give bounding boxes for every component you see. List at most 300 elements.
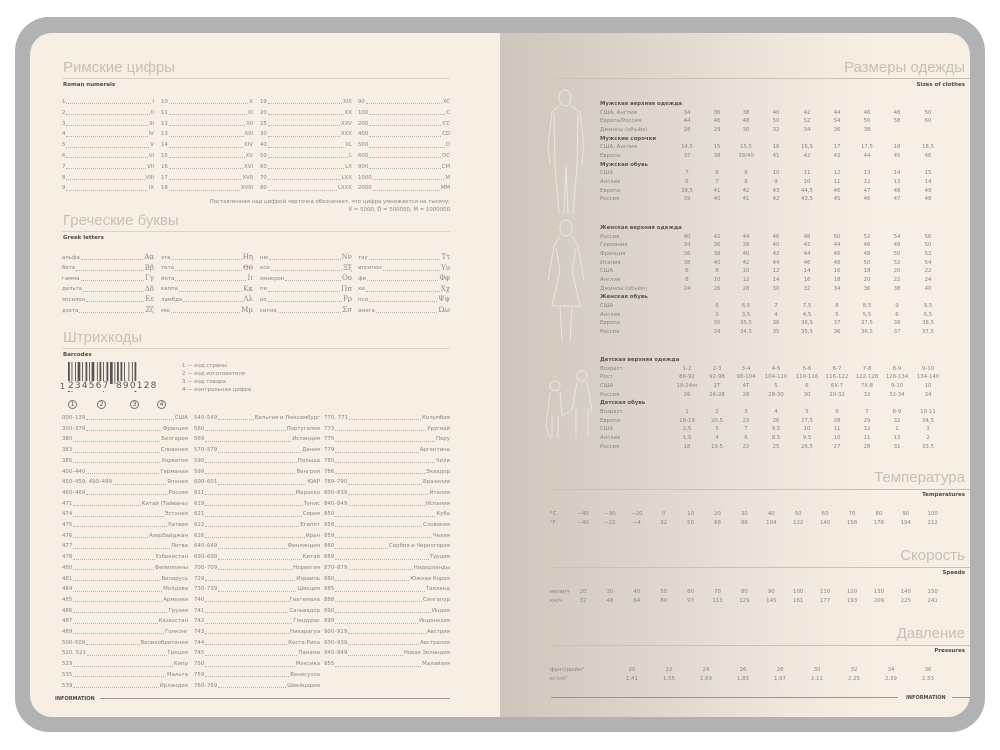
dot-leader [169, 136, 244, 137]
size-cell: 6X-7 [830, 382, 844, 389]
size-cell: 38 [683, 259, 691, 266]
row-label: 471 [62, 500, 73, 507]
size-cell: 38 [742, 109, 750, 116]
leader-row [260, 122, 352, 127]
pressure-cell: 1,69 [699, 675, 712, 682]
size-cell: 44 [863, 152, 871, 159]
leader-row [62, 437, 188, 442]
dot-leader [218, 569, 292, 570]
row-label: 487 [62, 618, 73, 625]
children-silhouette-icon [546, 371, 592, 438]
legend-item: 3 — код товара [182, 379, 226, 385]
size-cell: 56 [924, 233, 932, 240]
row-value: I [152, 99, 154, 105]
size-cell: 39/40 [738, 152, 754, 159]
size-label: Рост [600, 374, 613, 381]
size-cell: 41 [713, 187, 721, 194]
leader-row [260, 265, 352, 272]
size-cell: 40 [924, 285, 932, 292]
leader-row [358, 286, 450, 293]
row-value: Ωω [438, 306, 450, 314]
row-value: Армения [163, 596, 188, 603]
dot-leader [335, 462, 435, 463]
dot-leader [366, 291, 440, 292]
leader-row [260, 296, 352, 303]
row-value: Панама [298, 650, 320, 657]
leader-row [324, 598, 450, 603]
leader-row [62, 598, 188, 603]
row-value: Мальта [166, 671, 188, 678]
row-value: Португалия [286, 425, 320, 432]
size-cell: 16 [803, 276, 811, 283]
row-value: M [445, 174, 450, 181]
row-label: 590 [194, 457, 205, 464]
size-cell: 10 [742, 268, 750, 275]
leader-row [260, 254, 352, 261]
barcode-first-digit: 1 [60, 382, 66, 391]
leader-row [161, 307, 253, 314]
dot-leader [349, 419, 421, 420]
size-cell: 54 [893, 233, 901, 240]
size-cell: 3,5 [741, 311, 751, 318]
row-label: мю [161, 307, 170, 314]
size-cell: 58 [893, 118, 901, 125]
size-cell: 46 [803, 259, 811, 266]
dot-leader [205, 580, 295, 581]
dot-leader [268, 291, 340, 292]
row-value: Сирия [302, 511, 320, 518]
leader-row [161, 275, 253, 282]
size-cell: 12 [772, 268, 780, 275]
leader-row [260, 176, 352, 181]
size-cell: 20 [893, 268, 901, 275]
size-cell: 4,5 [802, 311, 812, 318]
dot-leader [205, 623, 292, 624]
leader-row [358, 296, 450, 303]
size-cell: 6 [895, 311, 899, 318]
row-label: 899 [324, 618, 335, 625]
row-label: 480 [62, 564, 73, 571]
leader-row [194, 480, 320, 485]
leader-row [161, 100, 253, 105]
row-label: 60 [260, 163, 267, 170]
size-cell: 49 [924, 187, 932, 194]
speed-cell: 177 [819, 597, 831, 604]
leader-row [194, 544, 320, 549]
size-cell: 110-116 [795, 374, 819, 381]
size-cell: 26-28 [709, 391, 725, 398]
row-label: 385 [62, 457, 73, 464]
right-footer-label: INFORMATION [906, 695, 946, 701]
size-cell: 34 [924, 391, 932, 398]
row-label: 740 [194, 596, 205, 603]
leader-row [194, 630, 320, 635]
leader-row [324, 437, 450, 442]
size-cell: 22 [893, 276, 901, 283]
row-label: 900–919 [324, 629, 348, 635]
row-value: Κκ [243, 284, 253, 293]
row-value: XVI [244, 163, 253, 170]
dot-leader [73, 505, 140, 506]
size-cell: 18-19 [679, 417, 695, 424]
leader-row [358, 186, 450, 191]
leader-row [161, 122, 253, 127]
row-label: 858 [324, 522, 335, 528]
row-label: 500–509 [62, 639, 86, 646]
row-label: 930–939 [324, 639, 348, 646]
row-value: Венесуэла [290, 671, 320, 678]
barcode-marker: 3 [130, 400, 139, 409]
size-cell: 34 [833, 285, 841, 292]
dot-leader [278, 312, 342, 313]
size-cell: 15,5 [739, 144, 752, 151]
divider [551, 567, 970, 568]
size-cell: 32 [893, 417, 901, 424]
size-cell: 34 [803, 126, 811, 133]
row-value: Испания [425, 500, 450, 507]
leader-row [161, 143, 253, 148]
size-cell: 29 [863, 417, 871, 424]
size-label: США, Англия [600, 109, 637, 116]
row-value: Марокко [295, 489, 320, 496]
size-cell: 45 [833, 196, 841, 203]
leader-row [324, 662, 450, 667]
barcodes-subtitle: Barcodes [63, 352, 92, 358]
row-value: Индонезия [418, 618, 450, 625]
row-label: 570–579 [194, 447, 218, 454]
size-cell: 32 [863, 391, 871, 398]
temperature-cell: 122 [793, 519, 804, 526]
row-label: 780 [324, 457, 335, 464]
row-label: 540–549 [194, 415, 218, 421]
leader-row [194, 566, 320, 571]
size-cell: 56 [863, 118, 871, 125]
size-cell: 10 [803, 426, 811, 433]
size-cell: 8 [835, 302, 839, 309]
temperature-cell: −22 [604, 519, 616, 526]
row-label: 450–459, 490–499 [62, 479, 112, 486]
dot-leader [205, 655, 297, 656]
row-label: 380 [62, 436, 73, 443]
row-value: XII [246, 120, 253, 127]
size-cell: 47 [893, 196, 901, 203]
size-cell: 40 [772, 242, 780, 249]
size-cell: 32 [803, 285, 811, 292]
row-value: Новая Зеландия [403, 650, 450, 657]
size-cell: 5 [835, 311, 839, 318]
row-label: 300–379 [62, 425, 86, 432]
leader-row [62, 619, 188, 624]
dot-leader [66, 157, 147, 158]
dot-leader [205, 676, 289, 677]
dot-leader [348, 569, 412, 570]
dot-leader [268, 179, 341, 180]
row-label: бета [62, 265, 76, 272]
size-label: Европа [600, 152, 621, 159]
size-cell: 1,5 [682, 434, 692, 441]
dot-leader [73, 548, 170, 549]
row-value: Чили [435, 457, 450, 464]
row-value: VI [148, 153, 154, 159]
row-label: 7 [62, 163, 66, 170]
barcode-sample [60, 360, 170, 412]
row-label: 460–469 [62, 489, 86, 496]
row-value: XC [442, 99, 450, 105]
row-label: 539 [62, 682, 73, 689]
leader-row [194, 598, 320, 603]
size-label: Европа/Россия [600, 118, 642, 125]
size-cell: 37 [833, 320, 841, 327]
row-value: XIV [244, 142, 253, 149]
row-label: 1000 [358, 174, 372, 181]
size-cell: 4 [715, 434, 719, 441]
temperature-cell: 40 [767, 511, 775, 517]
leader-row [161, 186, 253, 191]
temperature-cell: 32 [660, 519, 668, 526]
size-cell: 28 [742, 285, 750, 292]
temperature-cell: 50 [794, 511, 802, 517]
size-cell: 36 [833, 328, 841, 335]
size-cell: 38 [713, 250, 721, 257]
divider [62, 348, 450, 349]
size-cell: 27,5 [800, 417, 813, 424]
size-cell: 12 [863, 178, 871, 185]
dot-leader [73, 526, 166, 527]
dot-leader [169, 168, 243, 169]
size-cell: 4 [774, 408, 778, 415]
leader-row [62, 512, 188, 517]
dot-leader [205, 612, 288, 613]
size-cell: 50 [893, 250, 901, 257]
divider [62, 231, 450, 232]
leader-row [358, 143, 450, 148]
row-label: 12 [161, 120, 168, 127]
size-cell: 38 [893, 320, 901, 327]
row-label: 6 [62, 153, 66, 159]
row-label: хи [358, 286, 365, 293]
size-cell: 2 [926, 434, 930, 441]
roman-subtitle: Roman numerals [63, 82, 116, 88]
row-label: фи [358, 275, 367, 282]
leader-row [194, 609, 320, 614]
size-cell: 30 [803, 391, 811, 398]
size-cell: 36 [713, 242, 721, 249]
size-group-header: Мужские сорочки [600, 135, 657, 142]
row-value: Уругвай [427, 425, 450, 432]
leader-row [62, 286, 154, 293]
leader-row [358, 275, 450, 282]
leader-row [161, 132, 253, 137]
row-label: 750 [194, 661, 205, 668]
row-value: Финляндия [287, 543, 320, 550]
size-cell: 35 [772, 328, 780, 335]
row-label: 477 [62, 543, 73, 550]
size-cell: 28 [863, 443, 871, 450]
row-label: 489 [62, 629, 73, 635]
size-cell: 9 [895, 302, 899, 309]
row-label: 4 [62, 131, 66, 138]
dot-leader [113, 484, 166, 485]
dot-leader [73, 623, 157, 624]
leader-row [194, 502, 320, 507]
dot-leader [335, 601, 422, 602]
row-value: Индия [431, 607, 450, 614]
speed-cell: 100 [793, 589, 804, 595]
size-cell: 28-30 [768, 391, 784, 398]
row-value: DC [442, 153, 450, 159]
dot-leader [335, 537, 432, 538]
row-value: Швейцария [287, 682, 320, 689]
size-cell: 8.5 [771, 434, 781, 441]
size-cell: 52 [924, 250, 932, 257]
size-cell: 24 [683, 285, 691, 292]
row-value: Ψψ [438, 295, 450, 304]
row-label: 9 [62, 185, 66, 192]
row-label: дельта [62, 286, 83, 293]
row-value: Азербайджан [149, 532, 188, 539]
size-label: Англия [600, 276, 621, 283]
row-label: 3 [62, 120, 66, 127]
row-value: Франция [162, 425, 188, 432]
dot-leader [205, 441, 291, 442]
row-label: 90 [358, 99, 365, 105]
size-label: Россия [600, 391, 620, 398]
size-cell: 17,5 [860, 144, 873, 151]
temperature-cell: −40 [577, 511, 589, 517]
size-cell: 5-6 [802, 365, 812, 372]
row-label: 000–139 [62, 415, 86, 421]
row-value: LX [345, 163, 352, 170]
size-cell: 54 [924, 259, 932, 266]
dot-leader [335, 559, 428, 560]
row-label: 743 [194, 629, 205, 635]
size-cell: 9 [744, 170, 748, 177]
leader-row [324, 577, 450, 582]
size-label: Возраст [600, 365, 623, 372]
size-cell: 30 [772, 285, 780, 292]
row-label: 2000 [358, 185, 372, 192]
dot-leader [369, 136, 441, 137]
leader-row [62, 132, 154, 137]
dot-leader [175, 280, 246, 281]
size-cell: 24 [924, 276, 932, 283]
clothes-subtitle: Sizes of clothes [916, 82, 965, 88]
dot-leader [205, 462, 296, 463]
speed-cell: 140 [900, 589, 911, 595]
size-cell: 20,5 [710, 417, 723, 424]
speed-label: мили/ч [550, 589, 570, 595]
row-label: 786 [324, 468, 335, 475]
dot-leader [86, 644, 139, 645]
pressure-cell: 2,25 [847, 675, 860, 682]
size-cell: 5 [774, 382, 778, 389]
row-value: Эквадор [426, 468, 450, 475]
row-label: 8 [62, 174, 66, 181]
row-value: Ββ [144, 263, 154, 272]
dot-leader [369, 301, 437, 302]
row-value: Коста-Рика [288, 639, 320, 646]
row-value: Сальвадор [289, 607, 320, 614]
row-label: пи [260, 286, 268, 293]
leader-row [62, 587, 188, 592]
size-group-header: Женская верхняя одежда [600, 225, 682, 231]
size-cell: 9 [774, 178, 778, 185]
speed-cell: 129 [739, 597, 750, 604]
row-value: Иран [305, 532, 320, 539]
row-label: 80 [260, 185, 267, 192]
row-value: Таиланд [425, 586, 450, 593]
speed-cell: 161 [793, 597, 804, 604]
leader-row [62, 307, 154, 314]
row-value: Китай (Тайвань) [141, 500, 188, 507]
row-label: эта [161, 254, 171, 261]
leader-row [194, 662, 320, 667]
size-label: Англия [600, 434, 621, 441]
dot-leader [73, 580, 160, 581]
dot-leader [169, 103, 248, 104]
leader-row [324, 416, 450, 421]
footer-line [952, 697, 970, 698]
row-value: Ирландия [159, 682, 188, 689]
leader-row [324, 523, 450, 528]
row-value: Σσ [342, 306, 352, 314]
pressure-subtitle: Pressures [934, 648, 965, 654]
dot-leader [285, 280, 341, 281]
temperature-cell: 68 [714, 519, 721, 526]
dot-leader [205, 505, 302, 506]
leader-row [358, 111, 450, 116]
row-label: 13 [161, 131, 168, 138]
row-value: Хорватия [161, 457, 188, 464]
size-cell: 122-128 [855, 374, 879, 381]
row-label: йота [161, 275, 175, 282]
row-label: 485 [62, 596, 73, 603]
size-cell: 41 [742, 196, 750, 203]
row-label: 744 [194, 639, 205, 646]
row-value: XV [245, 153, 253, 159]
speed-cell: 120 [846, 589, 858, 595]
leader-row [62, 544, 188, 549]
size-cell: 46 [863, 242, 871, 249]
dot-leader [367, 280, 438, 281]
size-cell: 104-110 [764, 374, 788, 381]
row-value: Никарагуа [289, 629, 320, 635]
dot-leader [205, 666, 294, 667]
leader-row [62, 662, 188, 667]
row-value: Гватемала [289, 596, 320, 603]
dot-leader [86, 430, 161, 431]
figures [540, 86, 600, 446]
size-label: Европа [600, 320, 621, 327]
dot-leader [348, 644, 419, 645]
row-label: 484 [62, 586, 73, 593]
dot-leader [268, 157, 348, 158]
row-label: 611 [194, 489, 205, 496]
temperature-cell: 0 [661, 511, 666, 517]
leader-row [62, 416, 188, 421]
dot-leader [376, 312, 438, 313]
row-label: 30 [260, 131, 267, 138]
row-label: ламбда [161, 296, 183, 303]
size-cell: 18,5 [921, 144, 934, 151]
leader-row [324, 555, 450, 560]
temperature-title: Температура [874, 469, 965, 486]
row-label: 840–849 [324, 500, 348, 507]
pressure-title: Давление [896, 625, 965, 642]
speed-cell: 97 [687, 597, 695, 604]
size-cell: 7X-8 [860, 382, 874, 389]
leader-row [194, 512, 320, 517]
